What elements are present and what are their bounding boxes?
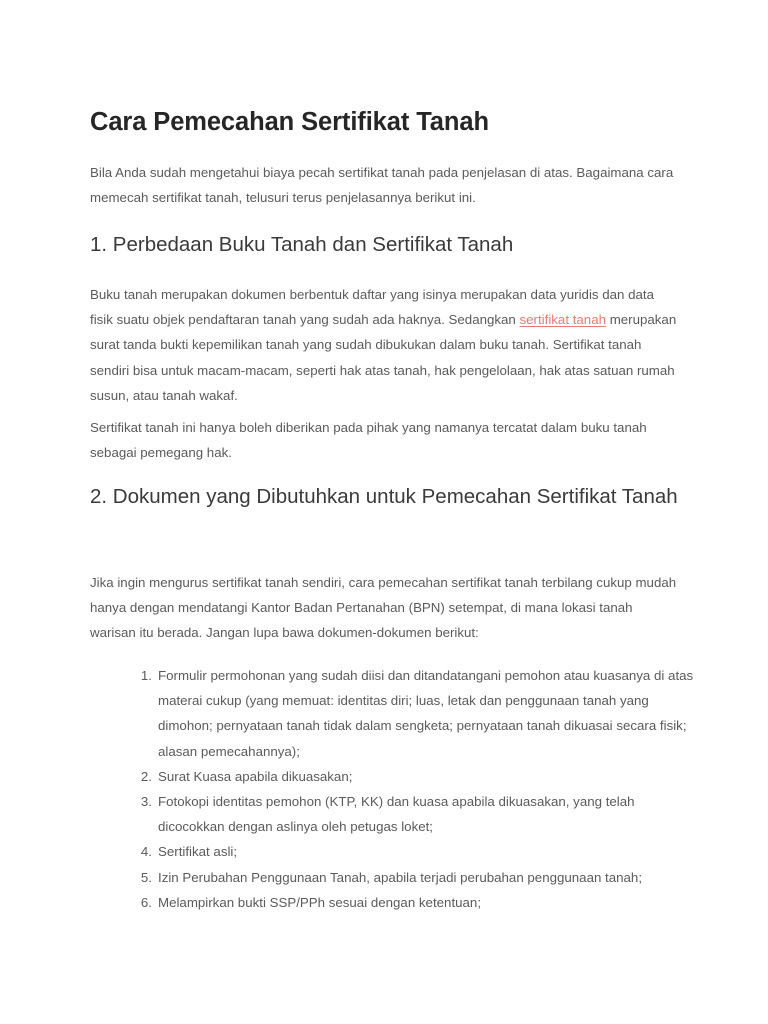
section-1-paragraph-text-after-link: merupakan surat tanda bukti kepemilikan tanah yang sudah dibukukan dalam buku tanah. Sertifikat tanah sendiri bisa untuk macam-macam, seperti hak atas tanah, hak pengelolaan, hak atas satuan rumah susun, atau tanah wakaf. (90, 312, 677, 403)
list-item: Formulir permohonan yang sudah diisi dan ditandatangani pemohon atau kuasanya di atas materai cukup (yang memuat: identitas diri; luas, letak dan penggunaan tanah yang dimohon; pernyataan tanah tidak dalam sengketa; pernyataan tanah dikuasai secara fisik; alasan pemecahannya); (158, 668, 694, 759)
section-1-paragraph-text-before-link: Buku tanah merupakan dokumen berbentuk daftar yang isinya merupakan data yuridis dan data fisik suatu objek pendaftaran tanah yang sudah ada haknya. Sedangkan (90, 287, 655, 328)
sertifikat-tanah-link[interactable]: sertifikat tanah (519, 312, 606, 328)
list-item: Fotokopi identitas pemohon (KTP, KK) dan kuasa apabila dikuasakan, yang telah dicocokkan dengan aslinya oleh petugas loket; (158, 794, 635, 835)
section-1-paragraph (90, 282, 680, 408)
required-documents-list (112, 663, 704, 915)
section-2-paragraph: Jika ingin mengurus sertifikat tanah sendiri, cara pemecahan sertifikat tanah terbilang cukup mudah hanya dengan mendatangi Kantor Badan Pertanahan (BPN) setempat, di mana lokasi tanah warisan itu berada. Jangan lupa bawa dokumen-dokumen berikut: (90, 575, 677, 641)
list-item: Sertifikat asli; (158, 844, 238, 860)
section-heading-2: 2. Dokumen yang Dibutuhkan untuk Pemecahan Sertifikat Tanah (90, 485, 678, 508)
section-heading-1: 1. Perbedaan Buku Tanah dan Sertifikat Tanah (90, 233, 514, 256)
list-item: Surat Kuasa apabila dikuasakan; (158, 768, 353, 784)
list-item: Izin Perubahan Penggunaan Tanah, apabila terjadi perubahan penggunaan tanah; (158, 869, 643, 885)
intro-paragraph: Bila Anda sudah mengetahui biaya pecah sertifikat tanah pada penjelasan di atas. Bagaimana cara memecah sertifikat tanah, telusuri terus penjelasannya berikut ini. (90, 165, 674, 206)
page-title: Cara Pemecahan Sertifikat Tanah (90, 108, 489, 136)
list-item: Melampirkan bukti SSP/PPh sesuai dengan ketentuan; (158, 894, 482, 910)
section-1-paragraph-2: Sertifikat tanah ini hanya boleh diberikan pada pihak yang namanya tercatat dalam buku tanah sebagai pemegang hak. (90, 420, 647, 461)
